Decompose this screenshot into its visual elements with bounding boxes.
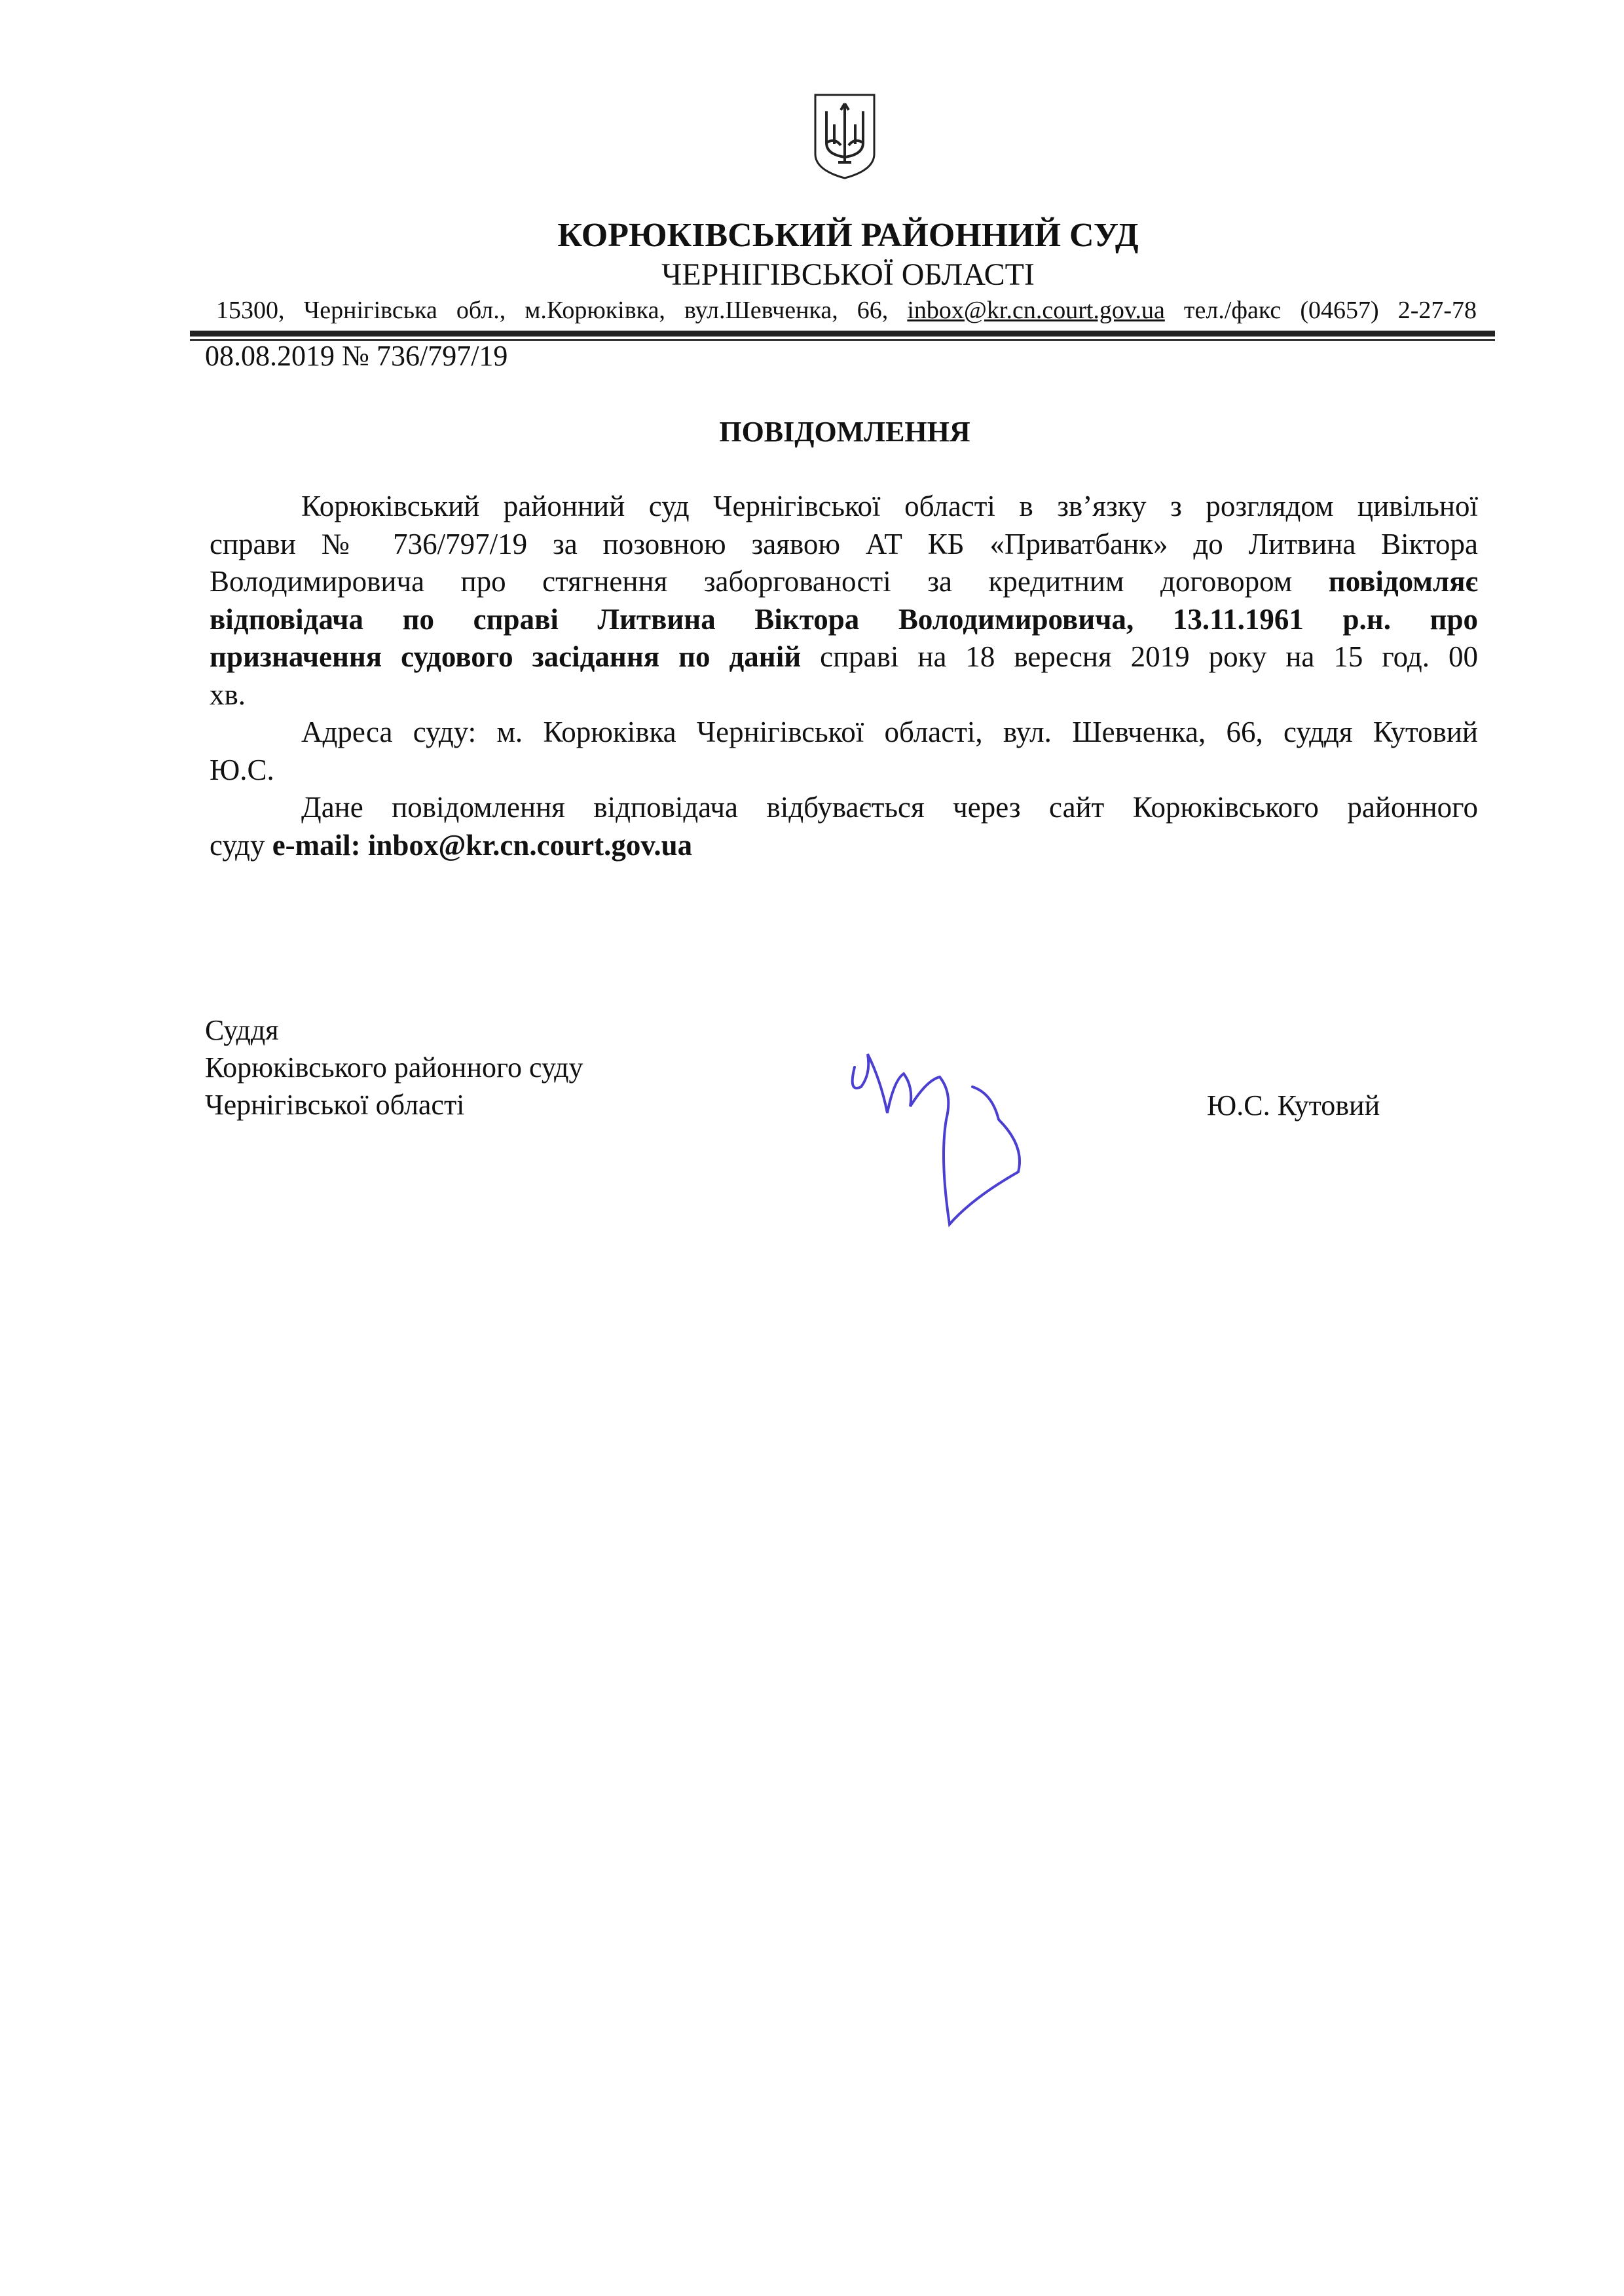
paragraph-line [210, 752, 1478, 790]
bold-text: e-mail: inbox@kr.cn.court.gov.ua [272, 828, 693, 862]
text: справи № 736/797/19 за позовною заявою АТ КБ «Приватбанк» до Литвина Віктора [210, 527, 1478, 560]
paragraph-line [210, 676, 1478, 714]
email-link[interactable]: inbox@kr.cn.court.gov.ua [907, 297, 1165, 324]
paragraph-line [210, 563, 1478, 601]
paragraph-line [210, 488, 1478, 526]
signature-line: Чернігівської області [205, 1089, 465, 1121]
text: Ю.С. [210, 753, 274, 786]
signature-line: Корюківського районного суду [205, 1051, 583, 1084]
paragraph-line [210, 714, 1478, 752]
handwritten-signature-icon [841, 1041, 1031, 1237]
text: Володимировича про стягнення заборгованості за кредитним договором [210, 565, 1329, 598]
paragraph-line [210, 827, 1478, 865]
paragraph-line [210, 789, 1478, 827]
paragraph-line [210, 526, 1478, 564]
signature-block [205, 1011, 583, 1123]
court-name: КОРЮКІВСЬКИЙ РАЙОННИЙ СУД [557, 217, 1139, 254]
bold-text: повідомляє [1328, 565, 1478, 598]
bold-text: призначення судового засідання по даній [210, 640, 802, 673]
trident-emblem-icon [812, 92, 877, 180]
bold-text: відповідача по справі Литвина Віктора Володимировича, 13.11.1961 р.н. про [210, 602, 1478, 636]
text: Адреса суду: м. Корюківка Чернігівської області, вул. Шевченка, 66, суддя Кутовий [301, 716, 1478, 748]
phone-text: тел./факс (04657) 2-27-78 [1183, 297, 1477, 324]
notice-body [210, 488, 1478, 864]
paragraph-line [210, 638, 1478, 676]
court-address [216, 296, 1477, 325]
text: хв. [210, 678, 246, 711]
judge-name: Ю.С. Кутовий [1207, 1089, 1380, 1121]
text: Корюківський районний суд Чернігівської області в зв’язку з розглядом цивільної [301, 490, 1478, 522]
date-and-case-number: 08.08.2019 № 736/797/19 [205, 340, 508, 372]
text: справі на 18 вересня 2019 року на 15 год. 00 [801, 640, 1478, 673]
header-divider-thick [190, 331, 1495, 337]
signature-line: Суддя [205, 1014, 279, 1046]
notice-title: ПОВІДОМЛЕННЯ [719, 416, 970, 448]
text: суду [210, 828, 272, 862]
paragraph-line [210, 601, 1478, 639]
text: Дане повідомлення відповідача відбувається через сайт Корюківського районного [301, 791, 1478, 824]
address-text: 15300, Чернігівська обл., м.Корюківка, вул.Шевченка, 66, [216, 297, 889, 324]
court-region: ЧЕРНІГІВСЬКОЇ ОБЛАСТІ [661, 257, 1035, 292]
